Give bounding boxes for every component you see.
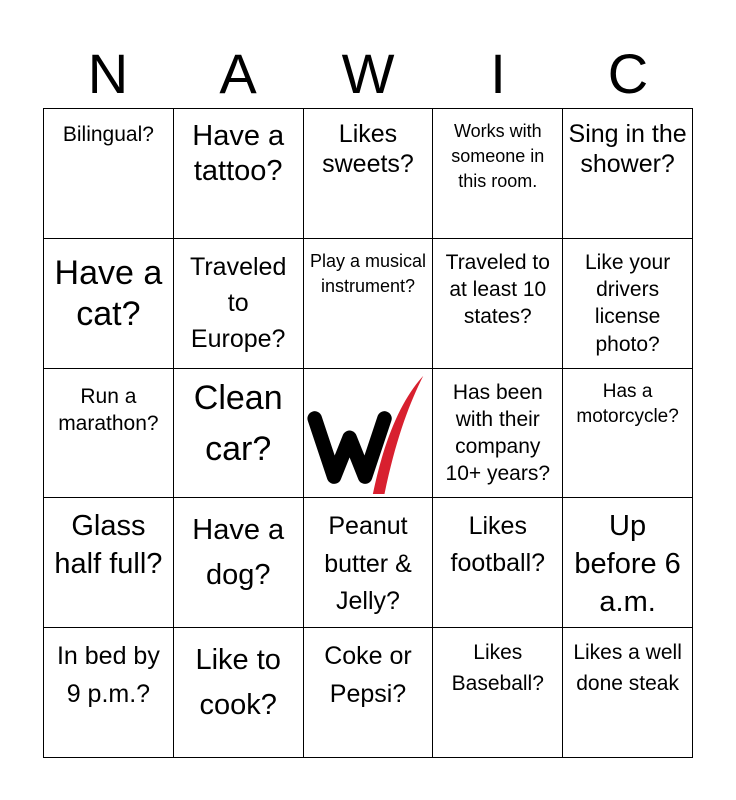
- cell-text: Likes sweets?: [322, 120, 414, 178]
- bingo-cell[interactable]: [44, 239, 174, 369]
- bingo-cell[interactable]: [304, 628, 434, 758]
- bingo-cell[interactable]: [433, 628, 563, 758]
- cell-text: Likes football?: [450, 512, 546, 577]
- cell-text: Likes a well done steak: [573, 641, 682, 695]
- header-letter-n: N: [87, 42, 129, 105]
- logo-w-letter: [315, 418, 385, 476]
- header-letter-i: I: [490, 42, 506, 105]
- bingo-cell[interactable]: [433, 109, 563, 239]
- bingo-cell[interactable]: [433, 369, 563, 499]
- cell-text: Run a marathon?: [58, 384, 159, 435]
- cell-text: Have a tattoo?: [192, 120, 285, 188]
- cell-text: Traveled to Europe?: [190, 252, 287, 354]
- bingo-cell[interactable]: [563, 498, 693, 628]
- cell-text: Have a cat?: [54, 253, 163, 333]
- bingo-cell[interactable]: [174, 498, 304, 628]
- bingo-cell[interactable]: [304, 109, 434, 239]
- bingo-cell[interactable]: [304, 498, 434, 628]
- header-letter-a: A: [219, 42, 257, 105]
- cell-text: Like your drivers license photo?: [584, 250, 671, 356]
- bingo-cell[interactable]: [563, 369, 693, 499]
- cell-text: Play a musical instrument?: [309, 250, 427, 296]
- bingo-cell[interactable]: [563, 109, 693, 239]
- bingo-cell[interactable]: [44, 628, 174, 758]
- cell-text: Bilingual?: [62, 123, 154, 146]
- bingo-cell[interactable]: [174, 628, 304, 758]
- cell-text: Likes Baseball?: [451, 641, 544, 695]
- nawic-logo-icon: [305, 370, 431, 496]
- bingo-cell[interactable]: [174, 239, 304, 369]
- cell-text: Up before 6 a.m.: [574, 510, 681, 618]
- bingo-cell[interactable]: [563, 239, 693, 369]
- cell-text: Have a dog?: [192, 514, 285, 592]
- bingo-cell[interactable]: [174, 369, 304, 499]
- header-letter-w: W: [341, 42, 395, 105]
- bingo-header: [43, 40, 693, 108]
- bingo-cell[interactable]: [433, 498, 563, 628]
- bingo-cell[interactable]: [44, 498, 174, 628]
- cell-text: Clean car?: [193, 378, 283, 468]
- bingo-cell[interactable]: [433, 239, 563, 369]
- cell-text: Has a motorcycle?: [576, 380, 679, 428]
- cell-text: Has been with their company 10+ years?: [445, 380, 551, 486]
- bingo-cell[interactable]: [44, 109, 174, 239]
- free-space[interactable]: [304, 369, 434, 499]
- bingo-board: [43, 108, 693, 758]
- cell-text: Sing in the shower?: [568, 120, 687, 178]
- cell-text: Like to cook?: [195, 644, 281, 722]
- cell-text: In bed by 9 p.m.?: [56, 642, 160, 708]
- cell-text: Traveled to at least 10 states?: [445, 250, 550, 329]
- cell-text: Coke or Pepsi?: [324, 642, 412, 708]
- bingo-cell[interactable]: [44, 369, 174, 499]
- cell-text: Works with someone in this room.: [451, 121, 545, 192]
- bingo-cell[interactable]: [563, 628, 693, 758]
- cell-text: Peanut butter & Jelly?: [324, 512, 412, 616]
- bingo-cell[interactable]: [304, 239, 434, 369]
- header-letter-c: C: [607, 42, 649, 105]
- bingo-cell[interactable]: [174, 109, 304, 239]
- cell-text: Glass half full?: [54, 510, 163, 581]
